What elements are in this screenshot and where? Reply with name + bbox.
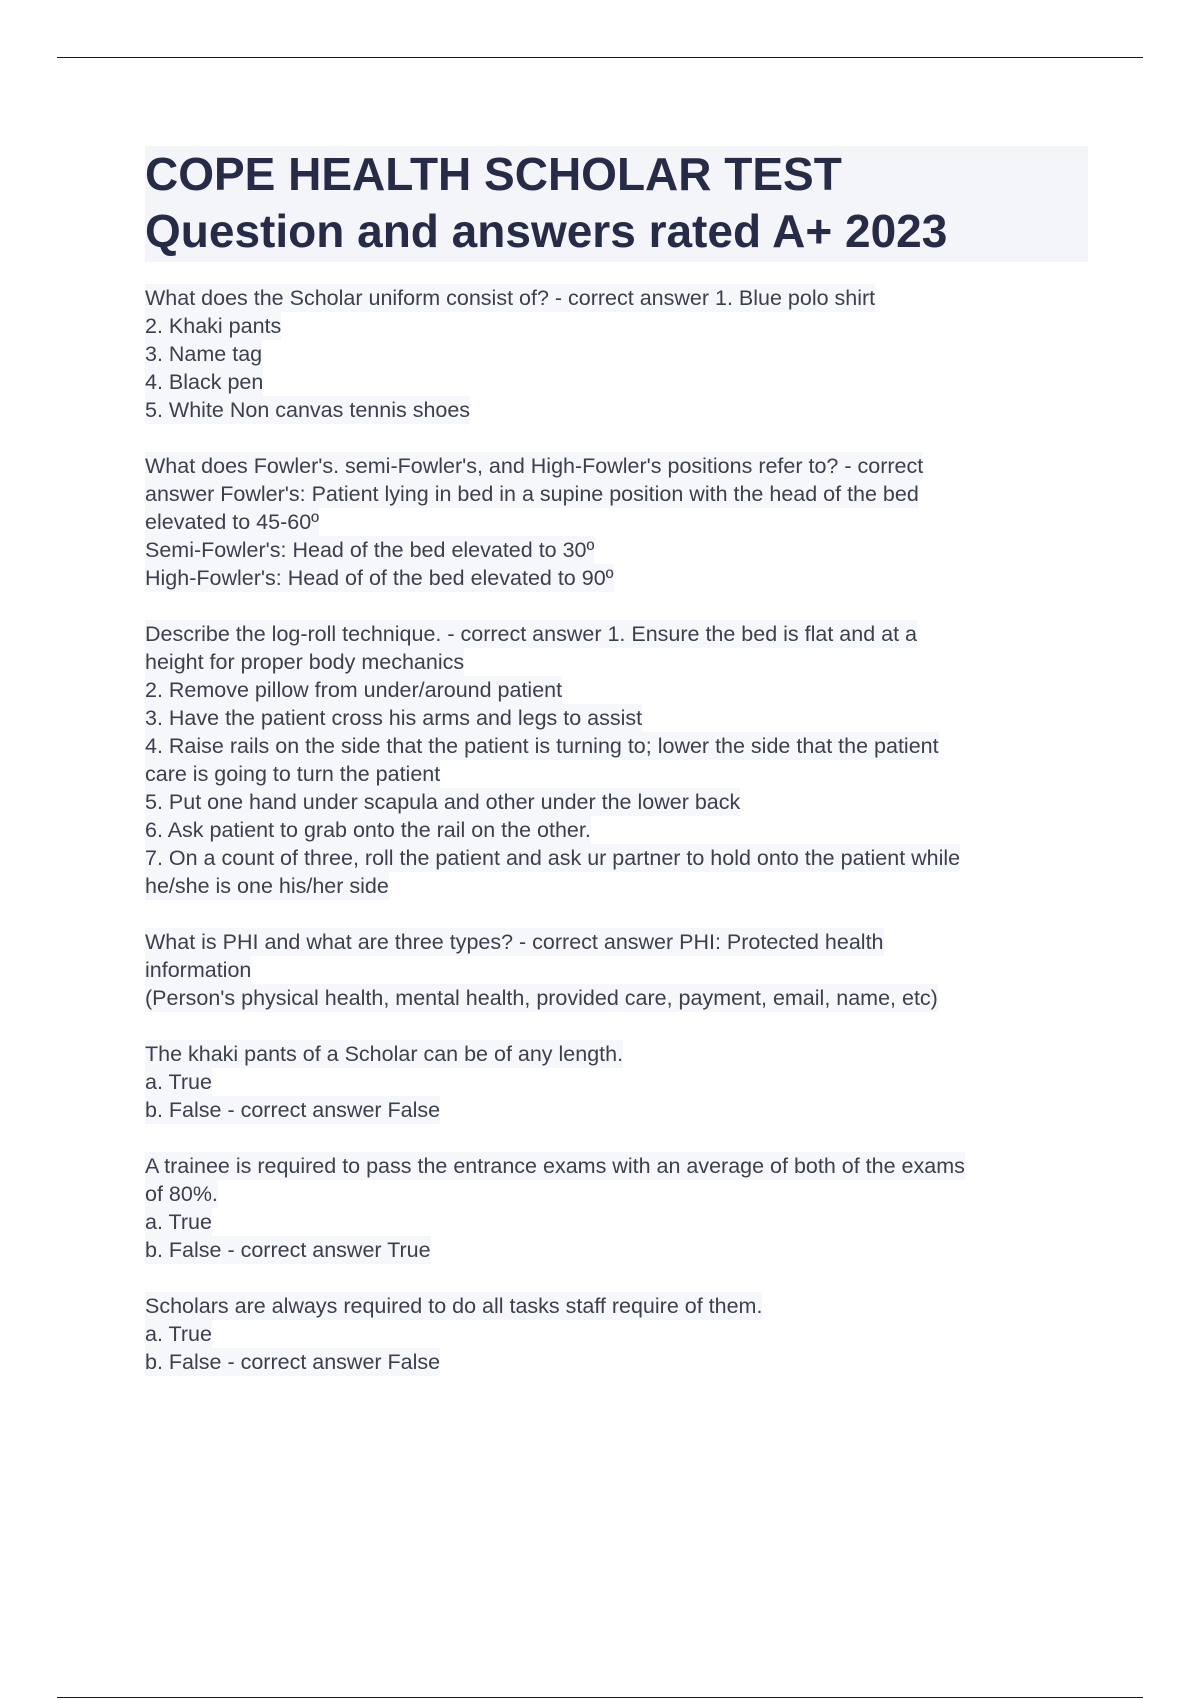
top-rule <box>57 57 1143 58</box>
qa-item <box>145 452 1085 592</box>
answer-line: (Person's physical health, mental health, provided care, payment, email, name, etc) <box>145 986 938 1010</box>
answer-line: a. True <box>145 1070 212 1094</box>
title-line: COPE HEALTH SCHOLAR TEST <box>145 148 842 200</box>
answer-line: 4. Black pen <box>145 370 264 394</box>
answer-line: 4. Raise rails on the side that the patient is turning to; lower the side that the patient <box>145 734 939 758</box>
qa-item <box>145 1152 1085 1264</box>
answer-line: 2. Remove pillow from under/around patient <box>145 678 563 702</box>
answer-line: High-Fowler's: Head of of the bed elevated to 90º <box>145 566 614 590</box>
question-text: Describe the log-roll technique. - correct answer 1. Ensure the bed is flat and at a <box>145 622 918 646</box>
answer-line: 3. Name tag <box>145 342 263 366</box>
qa-item <box>145 1040 1085 1124</box>
question-text: What does Fowler's. semi-Fowler's, and High-Fowler's positions refer to? - correct <box>145 454 924 478</box>
answer-line: a. True <box>145 1210 212 1234</box>
qa-item <box>145 284 1085 424</box>
title-line: Question and answers rated A+ 2023 <box>145 205 948 257</box>
question-text: What does the Scholar uniform consist of? - correct answer 1. Blue polo shirt <box>145 286 876 310</box>
answer-line: 7. On a count of three, roll the patient and ask ur partner to hold onto the patient while <box>145 846 961 870</box>
answer-line: answer Fowler's: Patient lying in bed in a supine position with the head of the bed <box>145 482 919 506</box>
answer-line: 3. Have the patient cross his arms and legs to assist <box>145 706 643 730</box>
answer-line: information <box>145 958 252 982</box>
answer-line: 5. Put one hand under scapula and other under the lower back <box>145 790 741 814</box>
answer-line: care is going to turn the patient <box>145 762 441 786</box>
answer-line: b. False - correct answer False <box>145 1350 441 1374</box>
answer-line: of 80%. <box>145 1182 218 1206</box>
qa-item <box>145 1292 1085 1376</box>
answer-line: b. False - correct answer False <box>145 1098 441 1122</box>
bottom-rule <box>57 1697 1143 1698</box>
question-text: A trainee is required to pass the entrance exams with an average of both of the exams <box>145 1154 965 1178</box>
question-text: The khaki pants of a Scholar can be of any length. <box>145 1042 624 1066</box>
qa-list <box>145 284 1085 1404</box>
answer-line: height for proper body mechanics <box>145 650 465 674</box>
answer-line: elevated to 45-60º <box>145 510 320 534</box>
question-text: What is PHI and what are three types? - correct answer PHI: Protected health <box>145 930 884 954</box>
qa-item <box>145 620 1085 900</box>
document-title <box>145 146 1088 262</box>
answer-line: Semi-Fowler's: Head of the bed elevated to 30º <box>145 538 595 562</box>
answer-line: 5. White Non canvas tennis shoes <box>145 398 471 422</box>
qa-item <box>145 928 1085 1012</box>
question-text: Scholars are always required to do all tasks staff require of them. <box>145 1294 763 1318</box>
answer-line: 6. Ask patient to grab onto the rail on the other. <box>145 818 591 842</box>
answer-line: 2. Khaki pants <box>145 314 282 338</box>
answer-line: a. True <box>145 1322 212 1346</box>
answer-line: b. False - correct answer True <box>145 1238 431 1262</box>
answer-line: he/she is one his/her side <box>145 874 389 898</box>
